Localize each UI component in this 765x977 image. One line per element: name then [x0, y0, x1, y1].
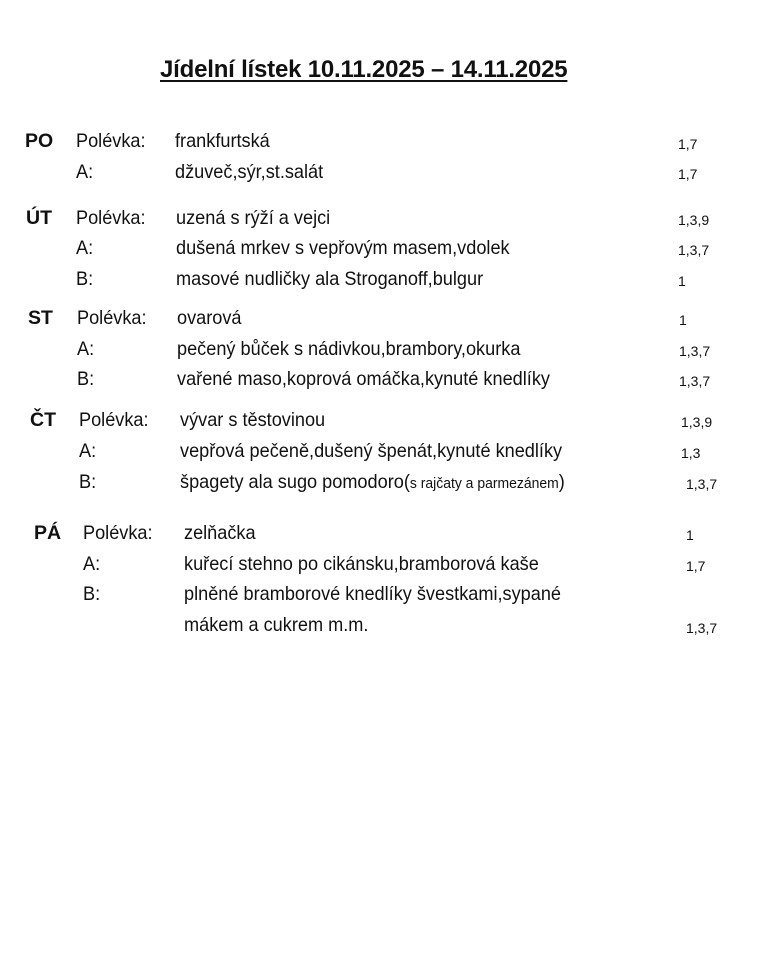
soup-label: Polévka: — [79, 409, 149, 431]
meal-b-allergens: 1 — [678, 273, 686, 289]
meal-b-label: B: — [83, 583, 101, 605]
meal-b-name: vařené maso,koprová omáčka,kynuté knedlíky — [177, 368, 550, 390]
meal-a-name: pečený bůček s nádivkou,brambory,okurka — [177, 338, 521, 360]
meal-b-label: B: — [77, 368, 95, 390]
meal-b-label: B: — [79, 471, 97, 493]
meal-a-name: vepřová pečeně,dušený špenát,kynuté knedlíky — [180, 440, 563, 462]
soup-allergens: 1,3,9 — [681, 414, 713, 430]
soup-allergens: 1,3,9 — [678, 212, 710, 228]
meal-b-name-main: špagety ala sugo pomodoro( — [180, 471, 410, 493]
meal-a-label: A: — [76, 237, 94, 259]
meal-b-allergens: 1,3,7 — [686, 476, 718, 492]
day-label: ČT — [30, 409, 56, 431]
page-title: Jídelní lístek 10.11.2025 – 14.11.2025 — [160, 56, 568, 83]
meal-b-allergens: 1,3,7 — [686, 620, 718, 636]
meal-a-label: A: — [76, 161, 94, 183]
soup-name: frankfurtská — [175, 130, 270, 152]
soup-name: vývar s těstovinou — [180, 409, 326, 431]
meal-b-label: B: — [76, 268, 94, 290]
soup-allergens: 1,7 — [678, 136, 698, 152]
soup-allergens: 1 — [686, 527, 694, 543]
meal-a-label: A: — [79, 440, 97, 462]
meal-b-name: plněné bramborové knedlíky švestkami,sypané — [184, 583, 562, 605]
meal-a-allergens: 1,3,7 — [678, 242, 710, 258]
soup-label: Polévka: — [77, 307, 147, 329]
soup-allergens: 1 — [679, 312, 687, 328]
soup-label: Polévka: — [76, 207, 146, 229]
meal-b-name-line2: mákem a cukrem m.m. — [184, 614, 369, 636]
day-label: PO — [25, 130, 54, 152]
meal-a-allergens: 1,7 — [686, 558, 706, 574]
soup-name: uzená s rýží a vejci — [176, 207, 331, 229]
meal-a-name: kuřecí stehno po cikánsku,bramborová kaše — [184, 553, 539, 575]
meal-a-allergens: 1,3,7 — [679, 343, 711, 359]
meal-b-name-note: s rajčaty a parmezánem — [409, 475, 559, 492]
meal-a-label: A: — [83, 553, 101, 575]
day-label: PÁ — [34, 522, 62, 544]
meal-a-name: džuveč,sýr,st.salát — [175, 161, 324, 183]
meal-b-name: masové nudličky ala Stroganoff,bulgur — [176, 268, 484, 290]
day-label: ÚT — [26, 207, 52, 229]
day-label: ST — [28, 307, 53, 329]
meal-a-allergens: 1,7 — [678, 166, 698, 182]
soup-name: ovarová — [177, 307, 242, 329]
meal-a-label: A: — [77, 338, 95, 360]
meal-b-name — [180, 471, 565, 495]
meal-a-allergens: 1,3 — [681, 445, 701, 461]
meal-a-name: dušená mrkev s vepřovým masem,vdolek — [176, 237, 510, 259]
meal-b-allergens: 1,3,7 — [679, 373, 711, 389]
soup-label: Polévka: — [76, 130, 146, 152]
soup-label: Polévka: — [83, 522, 153, 544]
meal-b-name-end: ) — [558, 471, 565, 493]
soup-name: zelňačka — [184, 522, 256, 544]
